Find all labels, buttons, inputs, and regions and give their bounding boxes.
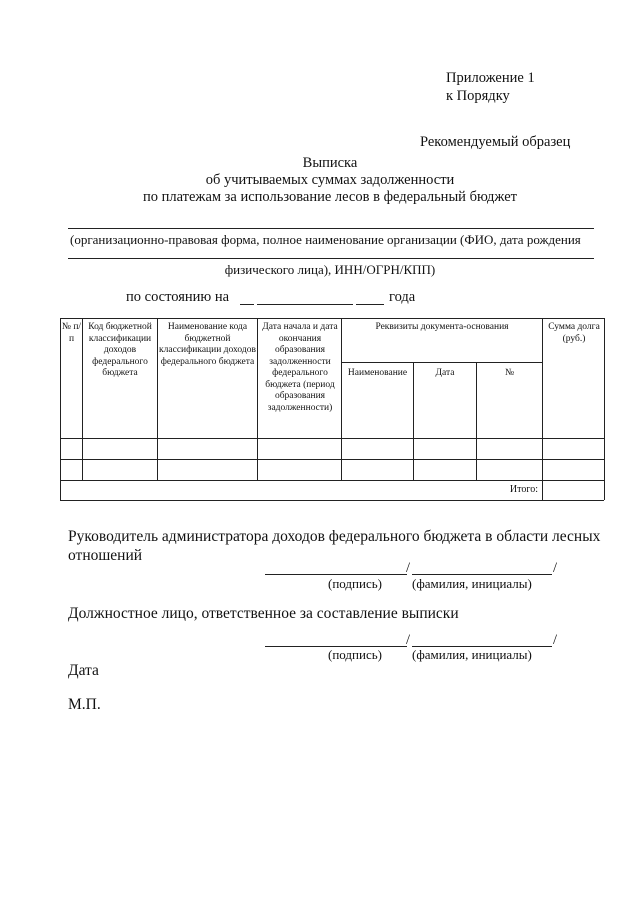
- head-admin-text-2: отношений: [68, 547, 143, 564]
- signature2-sign-label: (подпись): [328, 647, 382, 662]
- as-of-suffix: года: [389, 289, 416, 305]
- recommended-sample: Рекомендуемый образец: [420, 134, 571, 150]
- signature2-slash-2: /: [553, 632, 558, 648]
- signature1-sign-label: (подпись): [328, 576, 382, 591]
- header-requisites: Реквизиты документа-основания: [375, 322, 509, 332]
- header-num: № п/п: [61, 322, 82, 344]
- signature1-sign-line[interactable]: [265, 574, 407, 575]
- header-dates: Дата начала и дата окончания образования задолженности федерального бюджета (период образования задолженности): [262, 322, 338, 413]
- signature1-slash-2: /: [553, 560, 558, 576]
- org-caption-1: (организационно-правовая форма, полное наименование организации (ФИО, дата рождения: [70, 232, 581, 247]
- doc-subtitle-2: по платежам за использование лесов в федеральный бюджет: [142, 189, 518, 205]
- header-kbk: Код бюджетной классификации доходов федерального бюджета: [88, 322, 152, 378]
- as-of-month-field[interactable]: [257, 304, 353, 305]
- head-admin-text-1: Руководитель администратора доходов федерального бюджета в области лесных: [68, 528, 601, 545]
- as-of-day-field[interactable]: [240, 304, 254, 305]
- appendix-line2: к Порядку: [446, 88, 510, 104]
- header-kbk-name: Наименование кода бюджетной классификации доходов федерального бюджета: [159, 322, 256, 367]
- total-amount-cell[interactable]: [543, 481, 604, 500]
- header-req-date: Дата: [435, 368, 455, 378]
- table-right-border: [604, 318, 605, 500]
- table-row[interactable]: [61, 460, 604, 480]
- date-label: Дата: [68, 662, 99, 679]
- table-row2-bottom: [60, 480, 604, 481]
- requisites-sub-border: [341, 362, 542, 363]
- table-row[interactable]: [61, 439, 604, 459]
- signature1-name-line[interactable]: [412, 574, 552, 575]
- responsible-person-text: Должностное лицо, ответственное за составление выписки: [68, 605, 459, 622]
- signature1-slash-1: /: [406, 560, 411, 576]
- table-bottom-border: [60, 500, 604, 501]
- signature2-name-label: (фамилия, инициалы): [412, 647, 532, 662]
- header-req-num: №: [504, 368, 515, 378]
- doc-title: Выписка: [302, 155, 358, 171]
- org-fill-line-1[interactable]: [68, 228, 594, 229]
- org-caption-2: физического лица), ИНН/ОГРН/КПП): [224, 262, 436, 277]
- header-amount: Сумма долга (руб.): [548, 322, 600, 344]
- appendix-line1: Приложение 1: [446, 70, 535, 86]
- total-label: Итого:: [509, 484, 538, 495]
- as-of-label: по состоянию на: [126, 289, 230, 305]
- as-of-year-field[interactable]: [356, 304, 384, 305]
- header-req-name: Наименование: [347, 368, 408, 378]
- org-fill-line-2[interactable]: [68, 258, 594, 259]
- table-top-border: [60, 318, 604, 319]
- signature1-name-label: (фамилия, инициалы): [412, 576, 532, 591]
- signature2-slash-1: /: [406, 632, 411, 648]
- doc-subtitle-1: об учитываемых суммах задолженности: [205, 172, 455, 188]
- stamp-label: М.П.: [68, 696, 101, 713]
